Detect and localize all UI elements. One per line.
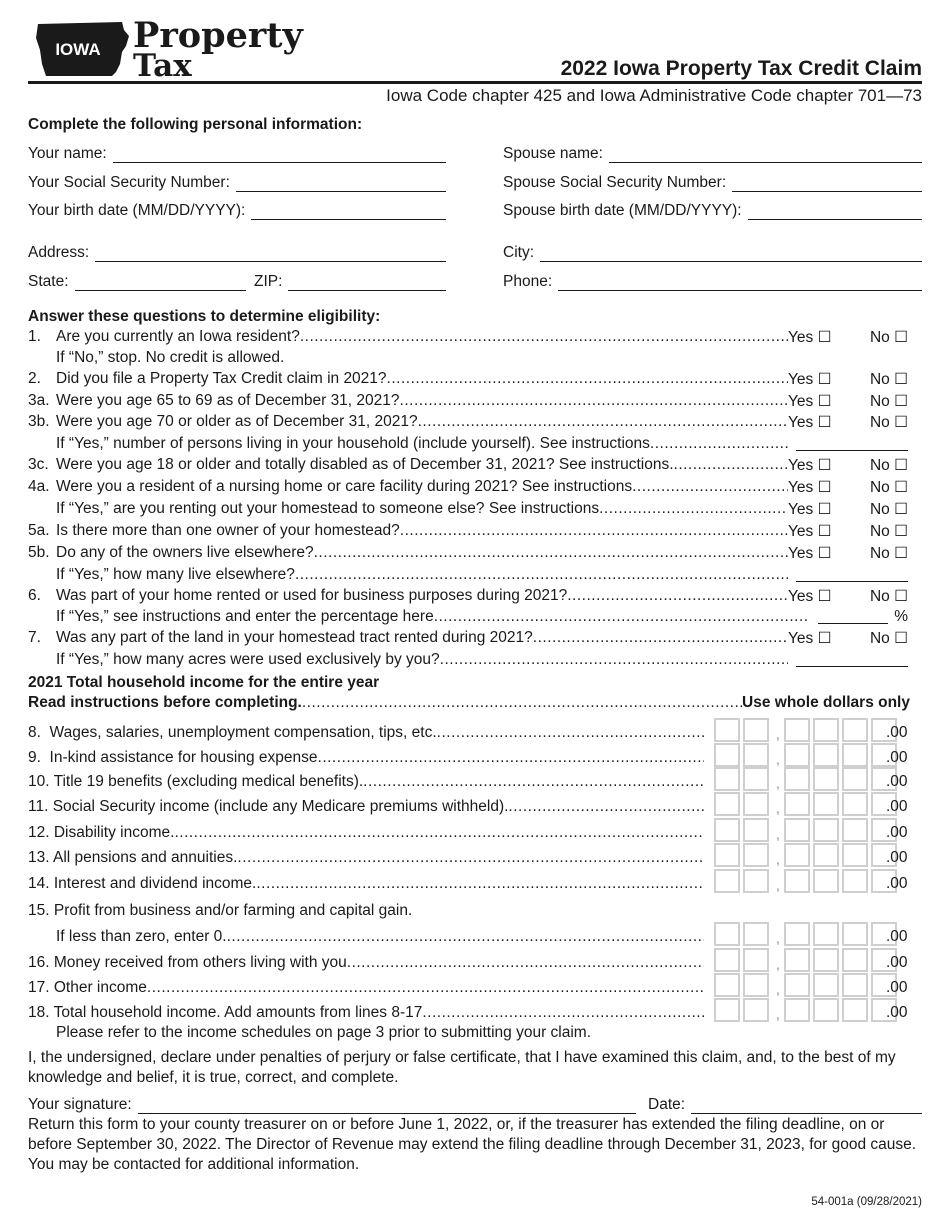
question-number: 6. (28, 587, 41, 604)
thousands-separator: , (776, 981, 780, 997)
yes-checkbox[interactable]: Yes ☐ (788, 414, 832, 431)
no-checkbox[interactable]: No ☐ (869, 414, 908, 431)
your-name-field[interactable] (28, 145, 446, 163)
income-line-label: 13. All pensions and annuities. (28, 849, 238, 866)
income-line-label: 17. Other income (28, 979, 147, 996)
thousands-separator: , (776, 877, 780, 893)
eligibility-heading: Answer these questions to determine eligibility: (28, 308, 381, 325)
form-title: 2022 Iowa Property Tax Credit Claim (560, 57, 922, 80)
digit-box[interactable] (842, 818, 868, 842)
your-ssn-label: Your Social Security Number: (28, 174, 230, 191)
digit-box[interactable] (743, 718, 769, 742)
digit-box[interactable] (842, 843, 868, 867)
income-line-row (28, 998, 908, 1022)
digit-box[interactable] (784, 743, 810, 767)
thousands-separator: , (776, 826, 780, 842)
business-percentage-input[interactable] (818, 608, 888, 624)
your-birth-field[interactable] (28, 202, 446, 220)
cents-suffix: .00 (886, 824, 908, 841)
your-birth-label: Your birth date (MM/DD/YYYY): (28, 202, 246, 219)
logo-word-property: Property (133, 15, 303, 56)
question-row (28, 566, 908, 586)
no-checkbox[interactable]: No ☐ (869, 393, 908, 410)
digit-box[interactable] (714, 922, 740, 946)
amount-input-boxes[interactable] (714, 948, 900, 972)
your-name-label: Your name: (28, 145, 107, 162)
state-line[interactable] (75, 276, 247, 291)
city-label: City: (503, 244, 534, 261)
question-text: Did you file a Property Tax Credit claim in 2021? (56, 370, 387, 387)
income-schedule-note: Please refer to the income schedules on page 3 prior to submitting your claim. (56, 1024, 592, 1041)
yes-checkbox[interactable]: Yes ☐ (788, 329, 832, 346)
no-checkbox[interactable]: No ☐ (869, 523, 908, 540)
amount-input-boxes[interactable] (714, 792, 900, 816)
digit-box[interactable] (743, 998, 769, 1022)
question-number: 2. (28, 370, 41, 387)
question-number: 3a. (28, 392, 50, 409)
digit-box[interactable] (842, 922, 868, 946)
digit-box[interactable] (714, 973, 740, 997)
cents-suffix: .00 (886, 849, 908, 866)
date-line[interactable] (691, 1099, 922, 1114)
thousands-separator: , (776, 851, 780, 867)
address-line[interactable] (95, 247, 446, 262)
question-row (28, 629, 908, 649)
percent-sign: % (894, 608, 908, 625)
personal-heading: Complete the following personal information: (28, 116, 363, 133)
zip-line[interactable] (288, 276, 446, 291)
digit-box[interactable] (784, 948, 810, 972)
return-instructions: Return this form to your county treasurer on or before June 1, 2022, or, if the treasurer has extended the filing deadline, on or before September 30, 2022. The Director of Revenue may extend the filing deadline through December 31, 2023, for good cause. You may be contacted for additional information. (28, 1116, 917, 1173)
digit-box[interactable] (743, 973, 769, 997)
digit-box[interactable] (784, 869, 810, 893)
question-text: Were you a resident of a nursing home or care facility during 2021? See instructions (56, 478, 633, 495)
digit-box[interactable] (842, 718, 868, 742)
digit-box[interactable] (714, 998, 740, 1022)
yes-checkbox[interactable]: Yes ☐ (788, 630, 832, 647)
amount-input-boxes[interactable] (714, 818, 900, 842)
cents-suffix: .00 (886, 773, 908, 790)
question-text: Is there more than one owner of your homestead? (56, 522, 400, 539)
question-row (28, 608, 908, 628)
no-checkbox[interactable]: No ☐ (869, 501, 908, 518)
income-line-row (28, 718, 908, 742)
amount-input-boxes[interactable] (714, 767, 900, 791)
no-checkbox[interactable]: No ☐ (869, 545, 908, 562)
amount-input-boxes[interactable] (714, 743, 900, 767)
digit-box[interactable] (714, 843, 740, 867)
income-line-row (28, 767, 908, 791)
question-row (28, 413, 908, 433)
iowa-state-map-logo (36, 20, 130, 78)
digit-box[interactable] (813, 818, 839, 842)
question-text: Were you age 65 to 69 as of December 31, 2021? (56, 392, 400, 409)
no-checkbox[interactable]: No ☐ (869, 479, 908, 496)
declaration-text: I, the undersigned, declare under penalties of perjury or false certificate, that I have examined this claim, and, to the best of my knowledge and belief, it is true, correct, and complete. (28, 1049, 896, 1086)
income-line-label: 14. Interest and dividend income. (28, 875, 257, 892)
question-row (28, 435, 908, 455)
logo-word-tax: Tax (133, 48, 192, 84)
income-line-label: 11. Social Security income (include any Medicare premiums withheld). (28, 798, 509, 815)
question-text: If “Yes,” how many live elsewhere? (56, 566, 295, 583)
digit-box[interactable] (813, 948, 839, 972)
question-row (28, 478, 908, 498)
yes-checkbox[interactable]: Yes ☐ (788, 501, 832, 518)
signature-line[interactable] (138, 1099, 636, 1114)
income-line-label: 18. Total household income. Add amounts from lines 8-17 (28, 1004, 423, 1021)
income-line-label: If less than zero, enter 0. (56, 928, 227, 945)
form-subtitle: Iowa Code chapter 425 and Iowa Administrative Code chapter 701—73 (386, 86, 922, 105)
spouse-name-line[interactable] (609, 148, 922, 163)
amount-input-boxes[interactable] (714, 922, 900, 946)
digit-box[interactable] (842, 948, 868, 972)
cents-suffix: .00 (886, 749, 908, 766)
spouse-name-label: Spouse name: (503, 145, 603, 162)
address-label: Address: (28, 244, 90, 261)
digit-box[interactable] (813, 843, 839, 867)
cents-suffix: .00 (886, 1004, 908, 1021)
income-line-label: 15. Profit from business and/or farming and capital gain. (28, 902, 413, 919)
question-number: 5b. (28, 544, 50, 561)
date-label: Date: (648, 1096, 686, 1113)
digit-box[interactable] (842, 767, 868, 791)
digit-box[interactable] (743, 922, 769, 946)
cents-suffix: .00 (886, 979, 908, 996)
income-line-row (28, 818, 908, 842)
income-line-label: 12. Disability income. (28, 824, 175, 841)
question-text: Was part of your home rented or used for business purposes during 2021? (56, 587, 568, 604)
logo-state-text: IOWA (55, 40, 101, 59)
digit-box[interactable] (842, 743, 868, 767)
digit-box[interactable] (743, 743, 769, 767)
question-row (28, 370, 908, 390)
amount-input-boxes[interactable] (714, 973, 900, 997)
income-line-row (28, 743, 908, 767)
income-line-label: 16. Money received from others living with you (28, 954, 347, 971)
city-line[interactable] (540, 247, 922, 262)
form-number: 54-001a (09/28/2021) (811, 1196, 922, 1208)
income-line-row (28, 973, 908, 997)
digit-box[interactable] (714, 743, 740, 767)
your-ssn-line[interactable] (236, 177, 446, 192)
question-row (28, 651, 908, 671)
yes-checkbox[interactable]: Yes ☐ (788, 457, 832, 474)
income-line-label: 10. Title 19 benefits (excluding medical benefits). (28, 773, 364, 790)
thousands-separator: , (776, 726, 780, 742)
digit-box[interactable] (813, 973, 839, 997)
your-birth-line[interactable] (251, 205, 446, 220)
digit-box[interactable] (714, 818, 740, 842)
question-text: If “Yes,” how many acres were used exclusively by you? (56, 651, 440, 668)
digit-box[interactable] (714, 948, 740, 972)
phone-line[interactable] (558, 276, 922, 291)
digit-box[interactable] (784, 998, 810, 1022)
digit-box[interactable] (842, 869, 868, 893)
digit-box[interactable] (743, 792, 769, 816)
whole-dollars-note: Use whole dollars only (742, 694, 910, 711)
cents-suffix: .00 (886, 798, 908, 815)
spouse-name-field[interactable] (503, 145, 922, 163)
question-number: 4a. (28, 478, 50, 495)
digit-box[interactable] (842, 792, 868, 816)
digit-box[interactable] (714, 792, 740, 816)
digit-box[interactable] (743, 843, 769, 867)
digit-box[interactable] (714, 718, 740, 742)
digit-box[interactable] (813, 792, 839, 816)
digit-box[interactable] (784, 718, 810, 742)
question-row (28, 522, 908, 542)
zip-field[interactable] (254, 273, 446, 291)
thousands-separator: , (776, 800, 780, 816)
your-name-line[interactable] (113, 148, 446, 163)
cents-suffix: .00 (886, 875, 908, 892)
digit-box[interactable] (784, 818, 810, 842)
digit-box[interactable] (743, 948, 769, 972)
question-number: 5a. (28, 522, 50, 539)
question-number: 7. (28, 629, 41, 646)
cents-suffix: .00 (886, 928, 908, 945)
no-checkbox[interactable]: No ☐ (869, 457, 908, 474)
yes-checkbox[interactable]: Yes ☐ (788, 588, 832, 605)
digit-box[interactable] (813, 869, 839, 893)
question-text: If “No,” stop. No credit is allowed. (56, 349, 285, 366)
income-line-label: 8. Wages, salaries, unemployment compensation, tips, etc. (28, 724, 437, 741)
question-text: If “Yes,” number of persons living in your household (include yourself). See instructions (56, 435, 650, 452)
question-row (28, 500, 908, 520)
question-text: If “Yes,” see instructions and enter the percentage here (56, 608, 434, 625)
thousands-separator: , (776, 751, 780, 767)
question-text: Was any part of the land in your homestead tract rented during 2021? (56, 629, 533, 646)
address-field[interactable] (28, 244, 446, 262)
digit-box[interactable] (784, 973, 810, 997)
yes-checkbox[interactable]: Yes ☐ (788, 545, 832, 562)
spouse-birth-line[interactable] (748, 205, 922, 220)
spouse-ssn-field[interactable] (503, 174, 922, 192)
thousands-separator: , (776, 1006, 780, 1022)
spouse-birth-field[interactable] (503, 202, 922, 220)
signature-field[interactable] (28, 1096, 636, 1114)
state-field[interactable] (28, 273, 246, 291)
digit-box[interactable] (813, 922, 839, 946)
question-text: If “Yes,” are you renting out your homestead to someone else? See instructions (56, 500, 600, 517)
no-checkbox[interactable]: No ☐ (869, 329, 908, 346)
income-line-label: 9. In-kind assistance for housing expense (28, 749, 318, 766)
spouse-ssn-line[interactable] (732, 177, 922, 192)
acres-input[interactable] (796, 651, 908, 667)
yes-checkbox[interactable]: Yes ☐ (788, 523, 832, 540)
yes-checkbox[interactable]: Yes ☐ (788, 393, 832, 410)
income-heading: 2021 Total household income for the entire year (28, 674, 380, 691)
question-row (28, 587, 908, 607)
question-text: Are you currently an Iowa resident? (56, 328, 300, 345)
income-line-row (28, 922, 908, 946)
income-subheading-row (28, 694, 910, 714)
question-number: 3c. (28, 456, 49, 473)
owners-elsewhere-input[interactable] (796, 566, 908, 582)
thousands-separator: , (776, 956, 780, 972)
income-line-row (28, 948, 908, 972)
digit-box[interactable] (813, 767, 839, 791)
digit-box[interactable] (842, 973, 868, 997)
digit-box[interactable] (743, 767, 769, 791)
digit-box[interactable] (784, 843, 810, 867)
amount-input-boxes[interactable] (714, 843, 900, 867)
cents-suffix: .00 (886, 724, 908, 741)
date-field[interactable] (648, 1096, 922, 1114)
digit-box[interactable] (813, 743, 839, 767)
yes-checkbox[interactable]: Yes ☐ (788, 479, 832, 496)
no-checkbox[interactable]: No ☐ (869, 630, 908, 647)
digit-box[interactable] (784, 922, 810, 946)
cents-suffix: .00 (886, 954, 908, 971)
question-row (28, 392, 908, 412)
amount-input-boxes[interactable] (714, 869, 900, 893)
city-field[interactable] (503, 244, 922, 262)
thousands-separator: , (776, 775, 780, 791)
your-ssn-field[interactable] (28, 174, 446, 192)
question-row (28, 544, 908, 564)
question-note-row (28, 349, 908, 369)
amount-input-boxes[interactable] (714, 998, 900, 1022)
spouse-ssn-label: Spouse Social Security Number: (503, 174, 727, 191)
question-text: Were you age 70 or older as of December 31, 2021? (56, 413, 418, 430)
question-row (28, 328, 908, 348)
income-line-row (28, 792, 908, 816)
question-number: 3b. (28, 413, 50, 430)
phone-label: Phone: (503, 273, 553, 290)
phone-field[interactable] (503, 273, 922, 291)
spouse-birth-label: Spouse birth date (MM/DD/YYYY): (503, 202, 742, 219)
digit-box[interactable] (813, 718, 839, 742)
yes-checkbox[interactable]: Yes ☐ (788, 371, 832, 388)
income-line-row (28, 843, 908, 867)
income-line-row (28, 896, 908, 920)
digit-box[interactable] (743, 818, 769, 842)
income-line-row (28, 869, 908, 893)
digit-box[interactable] (743, 869, 769, 893)
digit-box[interactable] (714, 869, 740, 893)
question-text: Were you age 18 or older and totally disabled as of December 31, 2021? See instructions. (56, 456, 674, 473)
question-row (28, 456, 908, 476)
household-count-input[interactable] (796, 435, 908, 451)
header-rule (28, 81, 922, 84)
signature-label: Your signature: (28, 1096, 132, 1113)
amount-input-boxes[interactable] (714, 718, 900, 742)
digit-box[interactable] (813, 998, 839, 1022)
income-subheading: Read instructions before completing. (28, 694, 302, 711)
digit-box[interactable] (784, 767, 810, 791)
state-label: State: (28, 273, 69, 290)
no-checkbox[interactable]: No ☐ (869, 588, 908, 605)
question-number: 1. (28, 328, 41, 345)
no-checkbox[interactable]: No ☐ (869, 371, 908, 388)
digit-box[interactable] (842, 998, 868, 1022)
zip-label: ZIP: (254, 273, 283, 290)
thousands-separator: , (776, 930, 780, 946)
question-text: Do any of the owners live elsewhere? (56, 544, 314, 561)
digit-box[interactable] (784, 792, 810, 816)
digit-box[interactable] (714, 767, 740, 791)
